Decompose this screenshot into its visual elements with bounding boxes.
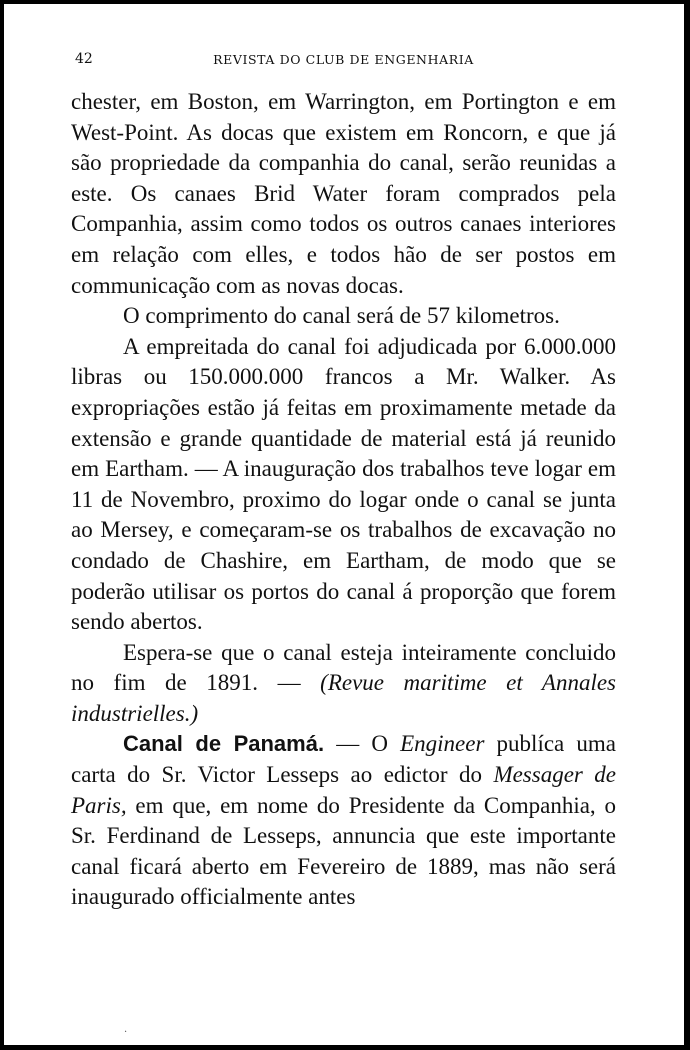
paragraph-5-text-1: — O (324, 731, 401, 757)
citation: (Revue maritime et Annales industrielles.) (71, 670, 616, 726)
paragraph-4-text: Espera-se que o canal esteja inteiramente concluido no fim de 1891. — (71, 639, 616, 696)
publication-messager: Messager de Paris, (71, 762, 617, 818)
paragraph-2: O comprimento do canal será de 57 kilometros. (123, 303, 560, 329)
paragraph-1: chester, em Boston, em Warrington, em Portington e em West-Point. As docas que existem em Roncorn, e que já são propriedade da companhia do canal, serão reunidas a este. Os canaes Brid Water foram comprados pela Companhia, assim como todos os outros canaes interiores em relação com elles, e todos hão de ser postos em communicação com as novas docas. (71, 89, 616, 298)
paragraph-5-text-2: publíca uma carta do Sr. Victor Lesseps ao edictor do (71, 731, 616, 788)
paragraph-3: A empreitada do canal foi adjudicada por 6.000.000 libras ou 150.000.000 francos a Mr. Walker. As expropriações estão já feitas em proximamente metade da extensão e grande quantidade de material está já reunido em Eartham. — A inauguração dos trabalhos teve logar em 11 de Novembro, proximo do logar onde o canal se junta ao Mersey, e começaram-se os trabalhos de excavação no condado de Chashire, em Eartham, de modo que se poderão utilisar os portos do canal á proporção que forem sendo abertos. (71, 333, 616, 635)
running-title: REVISTA DO CLUB DE ENGENHARIA (213, 52, 474, 67)
publication-engineer: Engineer (400, 731, 485, 757)
page-number: 42 (75, 51, 93, 67)
paragraph-4 (71, 638, 616, 730)
page (4, 4, 684, 1045)
page-header (75, 51, 612, 69)
paragraph-5-text-3: em que, em nome do Presidente da Companhia, o Sr. Ferdinand de Lesseps, annuncia que este importante canal ficará aberto em Fevereiro de 1889, mas não será inaugurado officialmente antes (71, 792, 616, 910)
section-heading: Canal de Panamá. (123, 731, 325, 757)
paragraph-5 (71, 729, 616, 913)
footer-mark: . (124, 1024, 128, 1035)
article-body (71, 87, 616, 913)
